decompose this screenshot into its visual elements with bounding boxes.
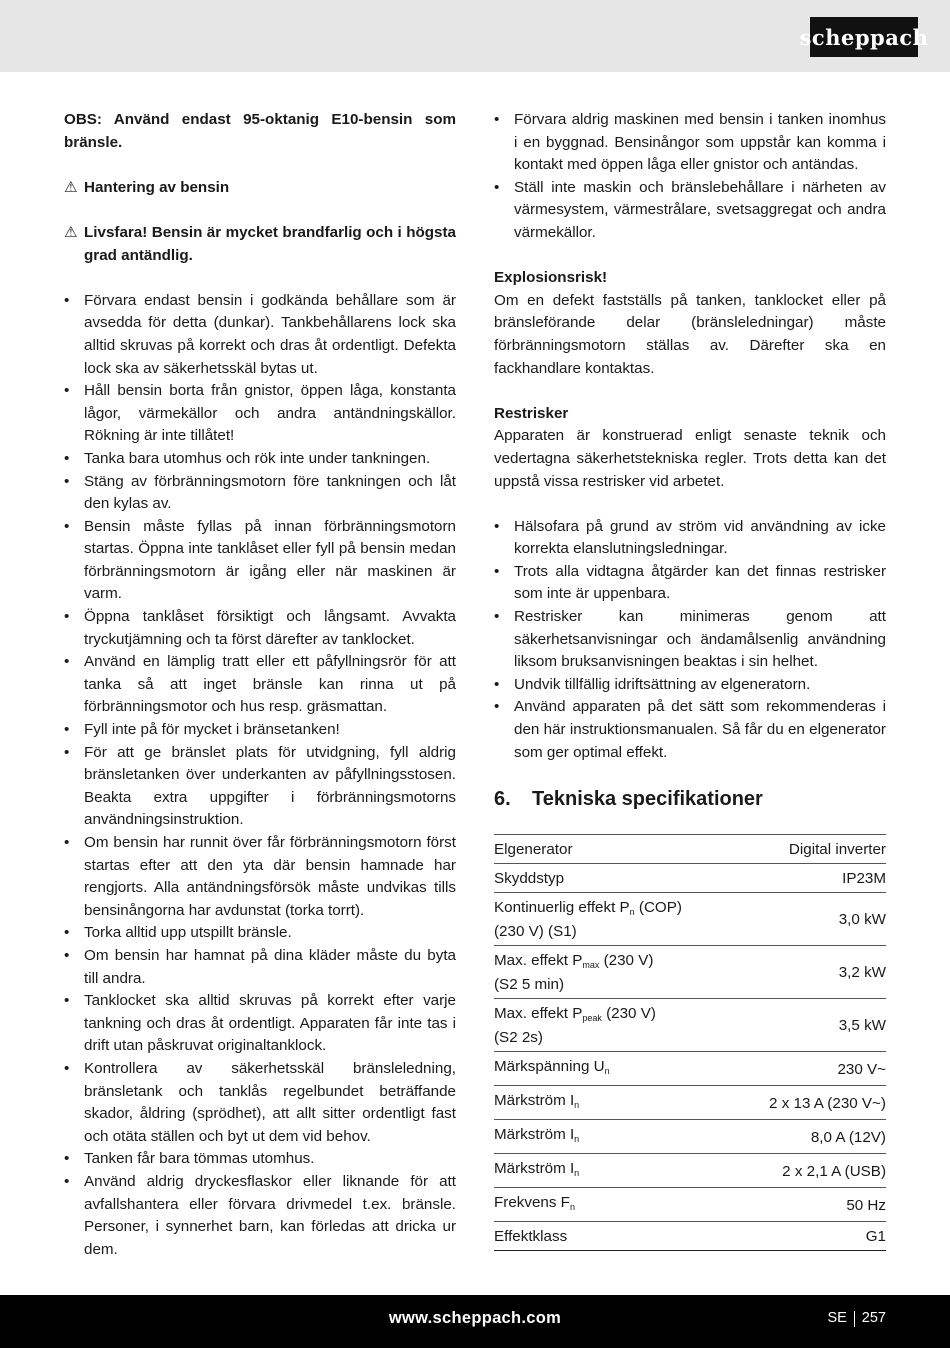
- heading-handling-label: Hantering av bensin: [84, 178, 230, 196]
- list-item: • Om bensin har runnit över får förbränningsmotorn först startas efter att den yta där bensin hamnade har rengjorts. Alla antändningsförsök måste undvikas tills bensinångorna har avdunstat (torka torrt).: [64, 832, 456, 922]
- table-row: [494, 1052, 886, 1086]
- right-column: [494, 109, 886, 1251]
- spec-label-text: Elgenerator: [494, 841, 573, 859]
- spec-value: 3,0 kW: [736, 893, 886, 946]
- table-row: [494, 893, 886, 946]
- list-item: • Tanklocket ska alltid skruvas på korrekt efter varje tankning och dras åt ordentligt. Apparaten får inte tas i drift utan påskruvat originaltanklock.: [64, 990, 456, 1058]
- list-item: • Stäng av förbränningsmotorn före tankningen och låt den kylas av.: [64, 471, 456, 516]
- spec-label-subscript: n: [574, 1100, 580, 1111]
- spec-label-text: Kontinuerlig effekt P: [494, 899, 630, 917]
- spec-label: [494, 1052, 736, 1086]
- explosion-text: Om en defekt fastställs på tanken, tanklocket eller på bränsleförande delar (bränsleledningar) måste förbränningsmotorn ställas av. Därefter ska en fackhandlare kontaktas.: [494, 291, 886, 377]
- spec-label: [494, 1188, 736, 1222]
- spec-label: [494, 999, 736, 1052]
- spec-label-text: Max. effekt P: [494, 1005, 583, 1023]
- spec-value: Digital inverter: [736, 835, 886, 864]
- list-item: • Om bensin har hamnat på dina kläder måste du byta till andra.: [64, 945, 456, 990]
- spec-label-suffix: (COP): [634, 899, 682, 917]
- list-item: • Restrisker kan minimeras genom att säkerhetsanvisningar och ändamålsenlig användning liksom bruksanvisningen beaktas i sin helhet.: [494, 606, 886, 674]
- spec-value: 3,5 kW: [736, 999, 886, 1052]
- page-num: 257: [861, 1310, 886, 1326]
- list-item: • Bensin måste fyllas på innan förbränningsmotorn startas. Öppna inte tanklåset eller fyll på bensin medan förbränningsmotorn är igång eller när maskinen är varm.: [64, 516, 456, 606]
- table-row: [494, 835, 886, 864]
- spec-label-text: Skyddstyp: [494, 870, 565, 888]
- spec-label-suffix: (230 V): [601, 1005, 656, 1023]
- divider: [854, 1311, 855, 1327]
- list-item: • Torka alltid upp utspillt bränsle.: [64, 922, 456, 945]
- warning-icon: ⚠: [64, 223, 78, 241]
- list-item: • Ställ inte maskin och bränslebehållare i närheten av värmesystem, värmestrålare, svetsaggregat och andra värmekällor.: [494, 177, 886, 245]
- list-item: • Förvara endast bensin i godkända behållare som är avsedda för detta (dunkar). Tankbehållarens lock ska alltid skruvas på korrekt och dras åt ordentligt. Defekta lock ska av säkerhetsskäl bytas ut.: [64, 290, 456, 380]
- list-item: • Hälsofara på grund av ström vid användning av icke korrekta elanslutningsledningar.: [494, 516, 886, 561]
- spec-label-suffix: (230 V): [599, 952, 654, 970]
- spec-label-line2: (230 V) (S1): [494, 923, 577, 941]
- table-row: [494, 1188, 886, 1222]
- spec-label-subscript: n: [629, 907, 635, 918]
- spec-value: 2 x 2,1 A (USB): [736, 1154, 886, 1188]
- spec-label-text: Märkström I: [494, 1092, 575, 1110]
- spec-label-subscript: max: [582, 960, 600, 971]
- section-number: 6.: [494, 788, 511, 811]
- residual-risks-text: Apparaten är konstruerad enligt senaste teknik och vedertagna säkerhetstekniska regler. Trots detta kan det uppstå vissa restrisker vid arbetet.: [494, 427, 886, 490]
- spec-label: [494, 946, 736, 999]
- page-footer: [0, 1295, 950, 1348]
- fuel-safety-list: [64, 290, 456, 1262]
- spec-label-line2: (S2 2s): [494, 1029, 543, 1047]
- warning-icon: ⚠: [64, 178, 78, 196]
- list-item: • För att ge bränslet plats för utvidgning, fyll aldrig bränsletanken över underkanten av påfyllningsstosen. Beakta extra uppgifter i förbränningsmotorns användningsinstruktion.: [64, 742, 456, 832]
- storage-list: [494, 109, 886, 245]
- spec-label: [494, 893, 736, 946]
- spec-label-subscript: n: [574, 1168, 580, 1179]
- section-title: Tekniska specifikationer: [532, 788, 763, 811]
- spec-label: [494, 1086, 736, 1120]
- spec-label: [494, 835, 736, 864]
- website-link[interactable]: www.scheppach.com: [388, 1309, 562, 1327]
- danger-warning-text: Livsfara! Bensin är mycket brandfarlig och i högsta grad antändlig.: [84, 223, 456, 264]
- residual-risks-list: [494, 516, 886, 765]
- list-item: • Undvik tillfällig idriftsättning av elgeneratorn.: [494, 674, 886, 697]
- spec-label: [494, 1222, 736, 1251]
- heading-handling: [64, 177, 456, 200]
- list-item: • Fyll inte på för mycket i bränsetanken!: [64, 719, 456, 742]
- spec-value: 230 V~: [736, 1052, 886, 1086]
- spec-label-text: Märkström I: [494, 1126, 575, 1144]
- spec-value: IP23M: [736, 864, 886, 893]
- spec-label-text: Effektklass: [494, 1228, 568, 1246]
- spec-label-line2: (S2 5 min): [494, 976, 565, 994]
- spec-label-subscript: n: [569, 1202, 575, 1213]
- list-item: • Använd aldrig dryckesflaskor eller liknande för att avfallshantera eller förvara drivmedel t.ex. bränsle. Personer, i synnerhet barn, kan förledas att dricka ur dem.: [64, 1171, 456, 1261]
- page-header: [0, 0, 950, 72]
- spec-label: [494, 1154, 736, 1188]
- table-row: [494, 1120, 886, 1154]
- list-item: • Trots alla vidtagna åtgärder kan det finnas restrisker som inte är uppenbara.: [494, 561, 886, 606]
- page-number: [827, 1310, 886, 1327]
- spec-label-text: Märkström I: [494, 1160, 575, 1178]
- spec-value: 50 Hz: [736, 1188, 886, 1222]
- language-code: SE: [827, 1310, 847, 1326]
- list-item: • Använd en lämplig tratt eller ett påfyllningsrör för att tanka så att inget bränsle kan rinna ut på förbränningsmotor och hus resp. gräsmattan.: [64, 651, 456, 719]
- explosion-heading: Explosionsrisk!: [494, 269, 608, 287]
- spec-table: [494, 834, 886, 1251]
- danger-warning: [64, 222, 456, 267]
- spec-label: [494, 1120, 736, 1154]
- spec-value: 3,2 kW: [736, 946, 886, 999]
- fuel-note: OBS: Använd endast 95-oktanig E10-bensin som bränsle.: [64, 111, 456, 151]
- spec-value: G1: [736, 1222, 886, 1251]
- section-heading: [494, 786, 886, 812]
- table-row: [494, 1086, 886, 1120]
- list-item: • Använd apparaten på det sätt som rekommenderas i den här instruktionsmanualen. Så får du en elgenerator som ger optimal effekt.: [494, 696, 886, 764]
- list-item: • Kontrollera av säkerhetsskäl bränsleledning, bränsletank och tanklås regelbundet beträffande skador, åldring (sprödhet), att allt sitter ordentligt fast och otäta ställen och byt ut dem vid behov.: [64, 1058, 456, 1148]
- spec-label-subscript: peak: [582, 1013, 602, 1024]
- spec-label-subscript: n: [604, 1066, 610, 1077]
- list-item: • Håll bensin borta från gnistor, öppen låga, konstanta lågor, värmekällor och andra antändningskällor. Rökning är inte tillåtet!: [64, 380, 456, 448]
- brand-logo: scheppach: [810, 17, 918, 57]
- spec-value: 2 x 13 A (230 V~): [736, 1086, 886, 1120]
- spec-label: [494, 864, 736, 893]
- table-row: [494, 999, 886, 1052]
- list-item: • Tanka bara utomhus och rök inte under tankningen.: [64, 448, 456, 471]
- table-row: [494, 946, 886, 999]
- table-row: [494, 864, 886, 893]
- spec-label-subscript: n: [574, 1134, 580, 1145]
- list-item: • Öppna tanklåset försiktigt och långsamt. Avvakta tryckutjämning och ta först därefter av tanklocket.: [64, 606, 456, 651]
- left-column: [64, 109, 456, 1261]
- list-item: • Tanken får bara tömmas utomhus.: [64, 1148, 456, 1171]
- table-row: [494, 1222, 886, 1251]
- list-item: • Förvara aldrig maskinen med bensin i tanken inomhus i en byggnad. Bensinångor som uppstår kan komma i kontakt med öppen låga eller gnistor och antändas.: [494, 109, 886, 177]
- spec-label-text: Frekvens F: [494, 1194, 570, 1212]
- table-row: [494, 1154, 886, 1188]
- spec-value: 8,0 A (12V): [736, 1120, 886, 1154]
- spec-label-text: Märkspänning U: [494, 1058, 605, 1076]
- spec-label-text: Max. effekt P: [494, 952, 583, 970]
- residual-risks-heading: Restrisker: [494, 404, 569, 422]
